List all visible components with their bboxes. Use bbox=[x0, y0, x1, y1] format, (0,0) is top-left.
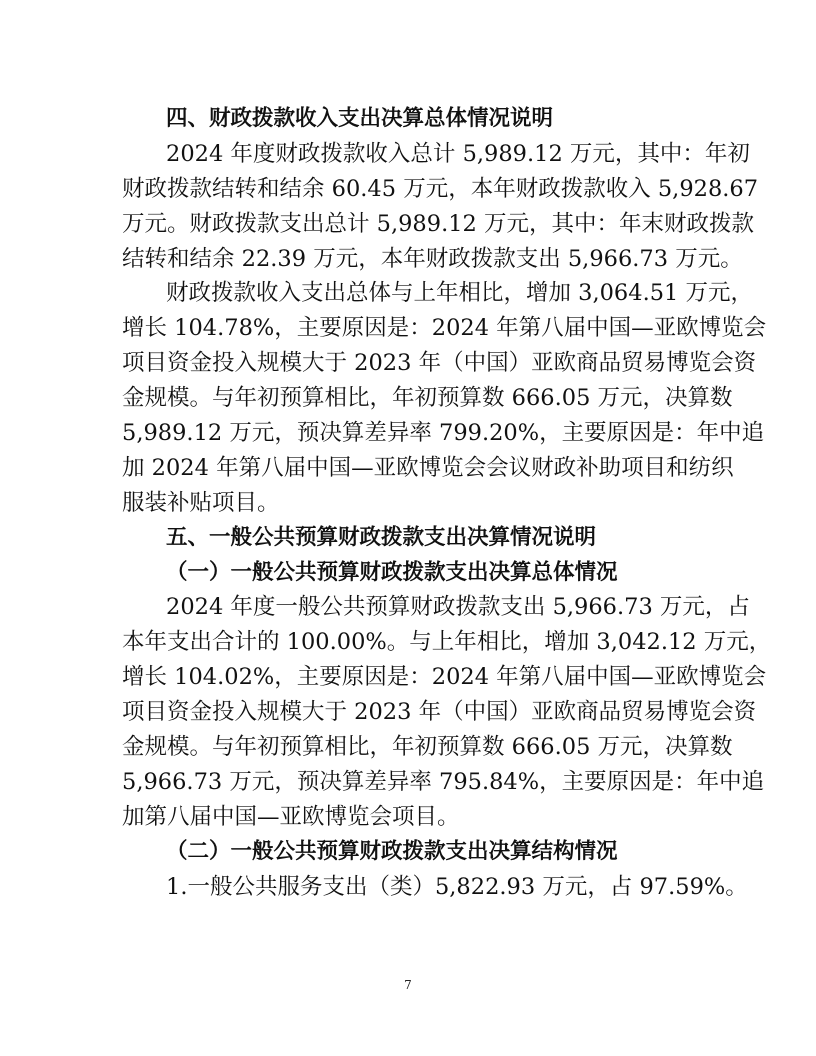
text-line: 万元。财政拨款支出总计 5,989.12 万元，其中：年末财政拨款 bbox=[122, 210, 755, 237]
section-5-heading: 五、一般公共预算财政拨款支出决算情况说明 bbox=[166, 524, 597, 550]
text-line: 金规模。与年初预算相比，年初预算数 666.05 万元，决算数 bbox=[122, 734, 733, 761]
text-line: 5,966.73 万元，预决算差异率 795.84%，主要原因是：年中追 bbox=[122, 768, 765, 795]
text-line: 项目资金投入规模大于 2023 年（中国）亚欧商品贸易博览会资 bbox=[122, 699, 757, 726]
subsection-2-heading: （二）一般公共预算财政拨款支出决算结构情况 bbox=[166, 838, 618, 864]
text-line: 本年支出合计的 100.00%。与上年相比，增加 3,042.12 万元， bbox=[122, 629, 772, 656]
text-line: 项目资金投入规模大于 2023 年（中国）亚欧商品贸易博览会资 bbox=[122, 350, 757, 377]
subsection-1-paragraph bbox=[122, 590, 772, 834]
subsection-1-heading: （一）一般公共预算财政拨款支出决算总体情况 bbox=[166, 559, 618, 585]
text-line: 财政拨款结转和结余 60.45 万元，本年财政拨款收入 5,928.67 bbox=[122, 175, 759, 202]
document-body bbox=[122, 102, 772, 904]
page-number: 7 bbox=[404, 978, 412, 992]
section-4-paragraph-2 bbox=[122, 276, 767, 520]
text-line: 增长 104.02%，主要原因是：2024 年第八届中国—亚欧博览会 bbox=[122, 664, 767, 691]
text-line: 金规模。与年初预算相比，年初预算数 666.05 万元，决算数 bbox=[122, 385, 733, 412]
section-4-heading: 四、财政拨款收入支出决算总体情况说明 bbox=[166, 106, 554, 131]
text-line: 财政拨款收入支出总体与上年相比，增加 3,064.51 万元， bbox=[166, 280, 754, 307]
text-line: 1.一般公共服务支出（类）5,822.93 万元，占 97.59%。 bbox=[166, 873, 748, 900]
subsection-2-paragraph bbox=[122, 870, 748, 905]
text-line: 服装补贴项目。 bbox=[122, 489, 280, 516]
text-line: 结转和结余 22.39 万元，本年财政拨款支出 5,966.73 万元。 bbox=[122, 245, 743, 272]
text-line: 2024 年度财政拨款收入总计 5,989.12 万元，其中：年初 bbox=[166, 140, 750, 167]
section-4-paragraph-1 bbox=[122, 137, 759, 277]
text-line: 2024 年度一般公共预算财政拨款支出 5,966.73 万元，占 bbox=[166, 594, 750, 621]
text-line: 增长 104.78%，主要原因是：2024 年第八届中国—亚欧博览会 bbox=[122, 315, 767, 342]
text-line: 5,989.12 万元，预决算差异率 799.20%，主要原因是：年中追 bbox=[122, 420, 765, 447]
text-line: 加第八届中国—亚欧博览会项目。 bbox=[122, 803, 460, 830]
text-line: 加 2024 年第八届中国—亚欧博览会会议财政补助项目和纺织 bbox=[122, 454, 734, 481]
